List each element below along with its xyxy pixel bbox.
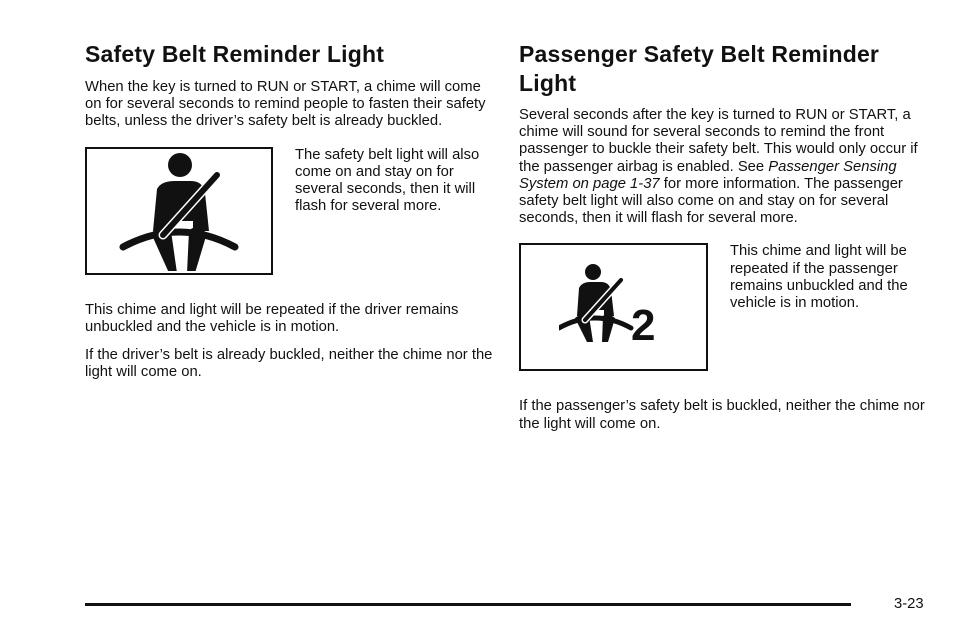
passenger-seatbelt-reminder-icon: [559, 262, 669, 352]
page-number: 3-23: [894, 596, 924, 612]
driver-icon-frame: [85, 147, 273, 275]
driver-figure-row: [85, 147, 493, 275]
left-column: [85, 40, 493, 392]
buckled-paragraph: If the driver’s belt is already buckled, neither the chime nor the light will come on.: [85, 347, 493, 381]
passenger-figure-row: [519, 243, 929, 371]
repeat-paragraph: This chime and light will be repeated if the driver remains unbuckled and the vehicle is in motion.: [85, 301, 459, 335]
footer-rule: [85, 603, 851, 606]
intro-paragraph: When the key is turned to RUN or START, a chime will come on for several seconds to remind people to fasten their safety belts, unless the driver’s safety belt is already buckled.: [85, 79, 486, 130]
passenger-icon-number: 2: [630, 301, 655, 351]
passenger-icon-frame: [519, 243, 708, 371]
seatbelt-reminder-icon: [119, 151, 239, 271]
passenger-buckled-paragraph: If the passenger’s safety belt is buckled, neither the chime nor the light will come on.: [519, 398, 925, 432]
cross-reference: Passenger Sensing System on page 1-37: [519, 158, 897, 192]
passenger-figure-caption: This chime and light will be repeated if the passenger remains unbuckled and the vehicle is in motion.: [730, 243, 908, 312]
section-title-passenger-reminder: Passenger Safety Belt Reminder Light: [519, 41, 880, 96]
section-title-safety-belt-reminder: Safety Belt Reminder Light: [85, 41, 385, 67]
right-column: [519, 40, 929, 444]
passenger-intro-paragraph: Several seconds after the key is turned to RUN or START, a chime will sound for several seconds to remind the front passenger to buckle their safety belt. This would only occur if the passenger airbag is enabled. See Passenger Sensing System on page 1-37 for more information. The passenger safety belt light will also come on and stay on for several seconds, then it will flash for several more.: [519, 107, 918, 227]
driver-figure-caption: The safety belt light will also come on and stay on for several seconds, then it will flash for several more.: [295, 146, 480, 215]
